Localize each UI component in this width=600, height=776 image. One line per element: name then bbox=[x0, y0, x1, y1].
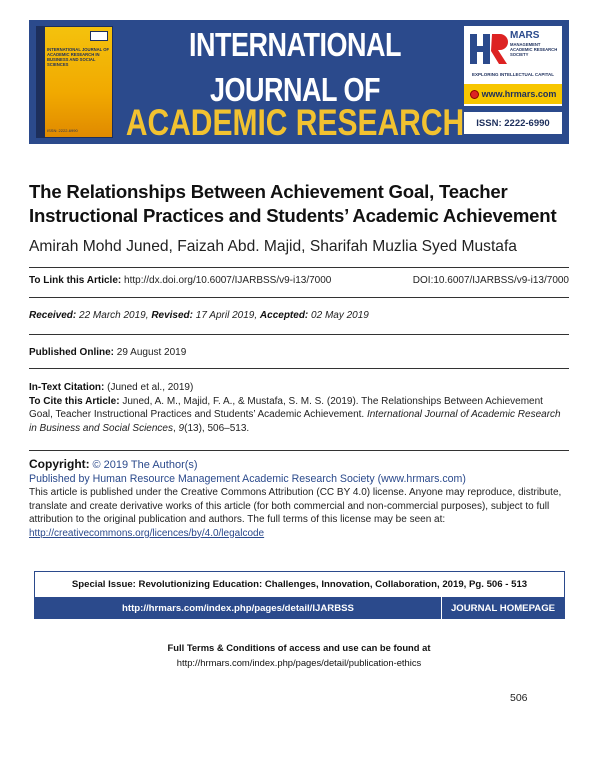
cite-label: To Cite this Article: bbox=[29, 395, 120, 407]
journal-title-line-1: INTERNATIONAL JOURNAL OF bbox=[189, 25, 401, 109]
cite-article: To Cite this Article: Juned, A. M., Majid, F. A., & Mustafa, S. M. S. (2019). The Relationships Between Achievement Goal, Teacher Instructional Practices and Students’ Academic Achievement. International Journal of Academic Research in Business and Social Sciences, 9(13), 506–513. bbox=[29, 395, 561, 434]
publisher-full-name: MANAGEMENT ACADEMIC RESEARCH SOCIETY bbox=[510, 42, 558, 57]
in-text-citation bbox=[29, 381, 569, 395]
article-link[interactable]: http://dx.doi.org/10.6007/IJARBSS/v9-i13/7000 bbox=[124, 275, 332, 286]
journal-homepage-link[interactable]: JOURNAL HOMEPAGE bbox=[450, 602, 556, 614]
cite-journal: International Journal of Academic Research in Business and Social Sciences bbox=[29, 409, 561, 434]
divider bbox=[29, 368, 569, 369]
terms-link[interactable]: http://hrmars.com/index.php/pages/detail/publication-ethics bbox=[176, 657, 422, 668]
license-body: This article is published under the Creative Commons Attribution (CC BY 4.0) license. Anyone may reproduce, distribute, translate and create derivative works of this article (for both commercial and non-commercial purposes), subject to full attribution to the original publication and authors. The full terms of this license may be seen bbox=[29, 487, 562, 525]
article-link-row bbox=[29, 274, 569, 288]
website-url: www.hrmars.com bbox=[481, 89, 557, 99]
in-text-value: (Juned et al., 2019) bbox=[107, 382, 194, 393]
copyright-owner: © 2019 The Author(s) bbox=[92, 459, 198, 471]
copyright-head bbox=[29, 458, 574, 473]
cover-stripe bbox=[37, 27, 45, 137]
article-authors: Amirah Mohd Juned, Faizah Abd. Majid, Sharifah Muzlia Syed Mustafa bbox=[29, 238, 517, 255]
published-by: Published by Human Resource Management Academic Research Society (www.hrmars.com) bbox=[29, 472, 466, 485]
terms-block bbox=[29, 640, 569, 670]
cite-text: Juned, A. M., Majid, F. A., & Mustafa, S. M. S. (2019). The Relationships Between Achievement Goal, Teacher Instructional Practices and Students’ Academic Achievement. bbox=[29, 395, 543, 420]
website-bar bbox=[464, 84, 562, 104]
journal-title bbox=[125, 22, 465, 144]
revised-label: Revised: bbox=[151, 310, 193, 321]
published-label: Published Online: bbox=[29, 347, 115, 358]
article-title: The Relationships Between Achievement Goal, Teacher Instructional Practices and Students’ Academic Achievement bbox=[29, 181, 557, 226]
issn-box bbox=[464, 112, 562, 134]
journal-title-line-2-main: ACADEMIC RESEARCH bbox=[125, 102, 465, 144]
divider bbox=[29, 297, 569, 298]
doi-text: DOI:10.6007/IJARBSS/v9-i13/7000 bbox=[412, 275, 569, 286]
received-label: Received: bbox=[29, 310, 77, 321]
revised-date: 17 April 2019, bbox=[195, 310, 258, 321]
divider bbox=[29, 450, 569, 451]
special-issue-box bbox=[34, 571, 565, 619]
journal-title-line-2 bbox=[125, 100, 465, 144]
license-link[interactable]: http://creativecommons.org/licences/by/4.0/legalcode bbox=[29, 527, 265, 539]
page-number: 506 bbox=[510, 692, 528, 704]
divider bbox=[29, 267, 569, 268]
cover-title: INTERNATIONAL JOURNAL OF ACADEMIC RESEARCH IN BUSINESS AND SOCIAL SCIENCES bbox=[47, 47, 110, 67]
publisher-tagline: EXPLORING INTELLECTUAL CAPITAL bbox=[471, 72, 555, 77]
issn-label: ISSN: 2222-6990 bbox=[476, 117, 550, 129]
journal-cover-thumbnail bbox=[36, 26, 113, 138]
journal-detail-link[interactable]: http://hrmars.com/index.php/pages/detail/IJARBSS bbox=[122, 602, 354, 614]
journal-banner bbox=[29, 20, 569, 144]
in-text-label: In-Text Citation: bbox=[29, 382, 105, 393]
copyright-label: Copyright: bbox=[29, 457, 90, 471]
accepted-label: Accepted: bbox=[259, 310, 309, 321]
cite-issue-pages: (13), 506–513. bbox=[184, 422, 250, 434]
cover-logo bbox=[90, 31, 108, 41]
citation-block bbox=[29, 381, 569, 435]
globe-icon bbox=[470, 90, 479, 99]
cover-issn: ISSN: 2222-6990 bbox=[47, 128, 78, 133]
received-date: 22 March 2019, bbox=[79, 310, 149, 321]
accepted-date: 02 May 2019 bbox=[311, 310, 369, 321]
cite-volume: 9 bbox=[178, 422, 185, 434]
special-issue-title: Special Issue: Revolutionizing Education: Challenges, Innovation, Collaboration, 2019, Pg. 506 - 513 bbox=[71, 578, 528, 590]
license-text bbox=[29, 486, 574, 540]
divider bbox=[29, 334, 569, 335]
license-at: at: bbox=[434, 514, 446, 525]
hr-logo-icon bbox=[468, 30, 508, 68]
copyright-block bbox=[29, 458, 574, 540]
publisher-name: MARS bbox=[510, 30, 540, 41]
special-issue-bar bbox=[35, 597, 564, 619]
publisher-logo-box bbox=[464, 26, 562, 106]
article-dates bbox=[29, 309, 369, 323]
published-date: 29 August 2019 bbox=[116, 347, 187, 358]
terms-text: Full Terms & Conditions of access and use can be found at bbox=[167, 642, 431, 653]
link-label: To Link this Article: bbox=[29, 275, 122, 286]
published-online bbox=[29, 346, 186, 360]
